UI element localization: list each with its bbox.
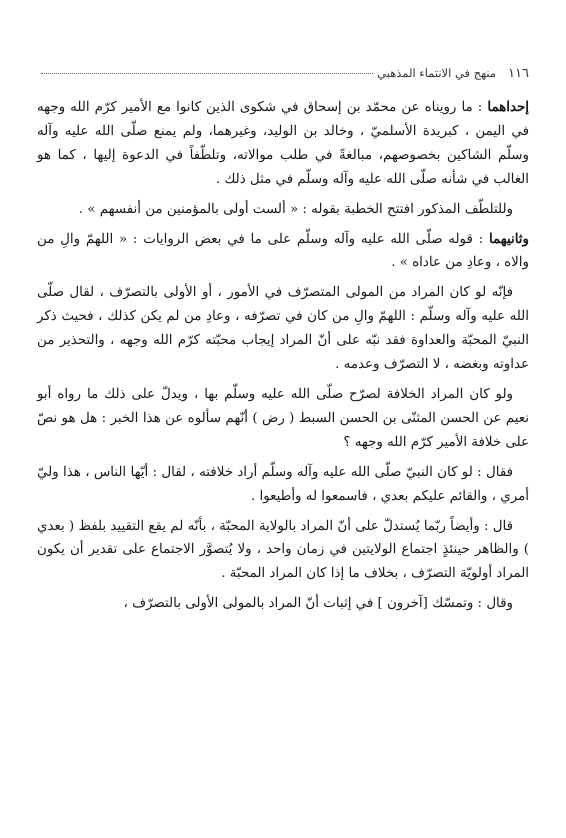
paragraph-text: : ما رويناه عن محمّد بن إسحاق في شكوى الذين كانوا مع الأمير كرّم الله وجهه في اليمن ، كبريدة الأسلميّ ، وخالد بن الوليد، وغيرهما، ولم يمنع صلّى الله عليه وآله وسلّم الشاكين بخصوصهم، مبالغةً في طلب موالاته، وتلطّفاً في الدعوة إليها ، كما هو الغالب في شأنه صلّى الله عليه وآله وسلّم في مثل ذلك .: [37, 100, 529, 187]
paragraph-4: [37, 281, 529, 377]
paragraph-7: [37, 515, 529, 587]
paragraph-lead: وثانيهما: [488, 230, 529, 247]
paragraph-1: [37, 96, 529, 192]
paragraph-text: فقال : لو كان النبيّ صلّى الله عليه وآله وسلّم أراد خلافته ، لقال : أيّها الناس ، هذا وليّ أمري ، والقائم عليكم بعدي ، فاسمعوا له وأطيعوا .: [37, 464, 529, 504]
dotted-leader: [41, 73, 373, 74]
paragraph-8: [37, 592, 529, 616]
paragraph-text: وقال : وتمسّك [آخرون ] في إثبات أنّ المراد بالمولى الأولى بالتصرّف ،: [123, 596, 513, 612]
running-header: [37, 66, 529, 81]
paragraph-text: فإنّه لو كان المراد من المولى المتصرّف في الأمور ، أو الأولى بالتصرّف ، لقال صلّى الله عليه وآله وسلّم : اللهمّ والِ من كان في تصرّفه ، وعادِ من لم يكن كذلك ، فحيث ذكر النبيّ المحبّة والعداوة فقد نبّه على أنّ المراد إيجاب محبّته كرّم الله وجهه ، والتحذير من عداوته وبغضه ، لا التصرّف وعدمه .: [37, 285, 529, 373]
paragraph-2: [37, 198, 529, 222]
paragraph-lead: إحداهما: [487, 99, 529, 115]
paragraph-6: [37, 461, 529, 509]
paragraph-text: وللتلطّف المذكور افتتح الخطبة بقوله : « ألست أولى بالمؤمنين من أنفسهم » .: [78, 201, 513, 217]
paragraph-text: : قوله صلّى الله عليه وآله وسلّم على ما في بعض الروايات : « اللهمّ والِ من والاه ، وعادِ من عاداه » .: [37, 231, 529, 271]
paragraph-text: قال : وأيضاً ربّما يُستدلّ على أنّ المراد بالولاية المحبّة ، بأنّه لم يقع التقييد بلفظ ( بعدي ) والظاهر حينئذٍ اجتماع الولايتين في زمان واحد ، ولا يُتصوَّر الاجتماع على تقدير أن يكون المراد أولويّة التصرّف ، بخلاف ما إذا كان المراد المحبّة .: [37, 518, 529, 582]
paragraph-text: ولو كان المراد الخلافة لصرّح صلّى الله عليه وسلّم بها ، ويدلّ على ذلك ما رواه أبو نعيم عن الحسن المثنّى بن الحسن السبط ( رض ) أنّهم سألوه عن هذا الخبر : هل هو نصّ على خلافة الأمير كرّم الله وجهه ؟: [37, 386, 529, 450]
page-number: ١١٦: [508, 66, 529, 81]
paragraph-3: [37, 228, 529, 276]
running-title: منهج في الانتماء المذهبي: [377, 66, 497, 80]
page-body: [37, 96, 529, 616]
paragraph-5: [37, 383, 529, 455]
